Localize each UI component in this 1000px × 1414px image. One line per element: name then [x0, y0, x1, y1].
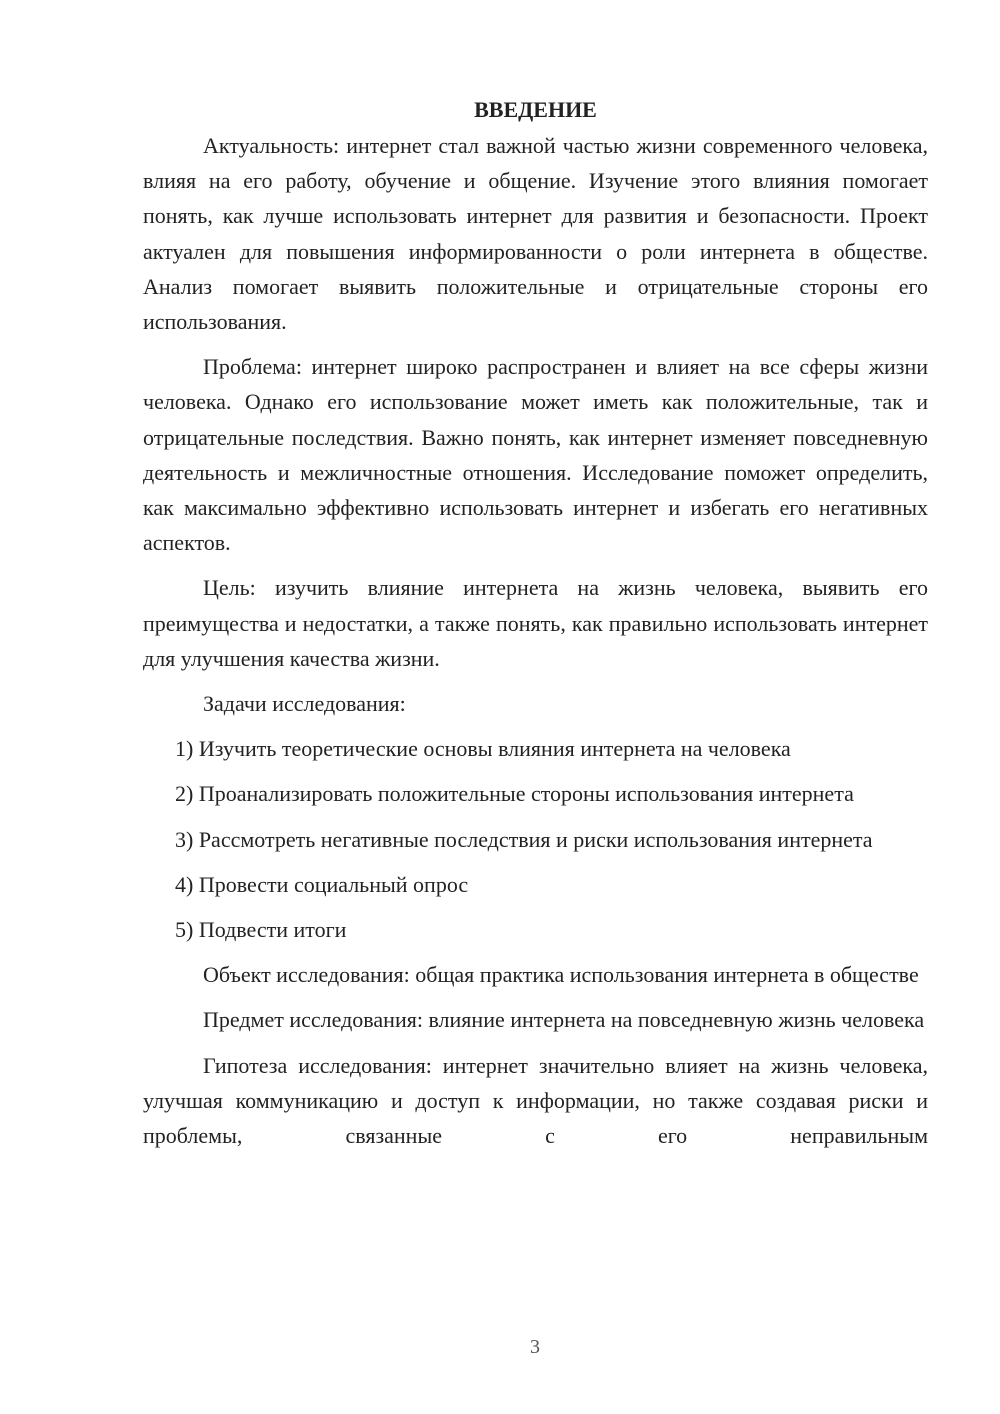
- task-item-2: 2) Проанализировать положительные стороны использования интернета: [175, 781, 854, 807]
- task-item-1: 1) Изучить теоретические основы влияния интернета на человека: [175, 736, 791, 762]
- paragraph-tasks-heading: Задачи исследования:: [203, 691, 406, 717]
- paragraph-problem: Проблема: интернет широко распространен и влияет на все сферы жизни человека. Однако его использование может иметь как положительные, так и отрицательные последствия. Важно понять, как интернет изменяет повседневную деятельность и межличностные отношения. Исследование поможет определить, как максимально эффективно использовать интернет и избегать его негативных аспектов.: [143, 354, 928, 556]
- paragraph-relevance: Актуальность: интернет стал важной частью жизни современного человека, влияя на его работу, обучение и общение. Изучение этого влияния помогает понять, как лучше использовать интернет для развития и безопасности. Проект актуален для повышения информированности о роли интернета в обществе. Анализ помогает выявить положительные и отрицательные стороны его использования.: [143, 133, 928, 335]
- task-item-3: 3) Рассмотреть негативные последствия и риски использования интернета: [175, 826, 873, 852]
- task-item-5: 5) Подвести итоги: [175, 917, 347, 943]
- task-item-4: 4) Провести социальный опрос: [175, 871, 469, 897]
- document-page: [143, 92, 928, 1163]
- paragraph-hypothesis: Гипотеза исследования: интернет значительно влияет на жизнь человека, улучшая коммуникацию и доступ к информации, но также создавая риски и проблемы, связанные с его неправильным: [143, 1052, 928, 1149]
- paragraph-goal: Цель: изучить влияние интернета на жизнь человека, выявить его преимущества и недостатки, а также понять, как правильно использовать интернет для улучшения качества жизни.: [143, 575, 928, 671]
- page-number: 3: [530, 1336, 540, 1358]
- section-title: ВВЕДЕНИЕ: [474, 97, 597, 122]
- paragraph-subject: Предмет исследования: влияние интернета на повседневную жизнь человека: [203, 1007, 925, 1033]
- paragraph-object: Объект исследования: общая практика использования интернета в обществе: [203, 962, 919, 988]
